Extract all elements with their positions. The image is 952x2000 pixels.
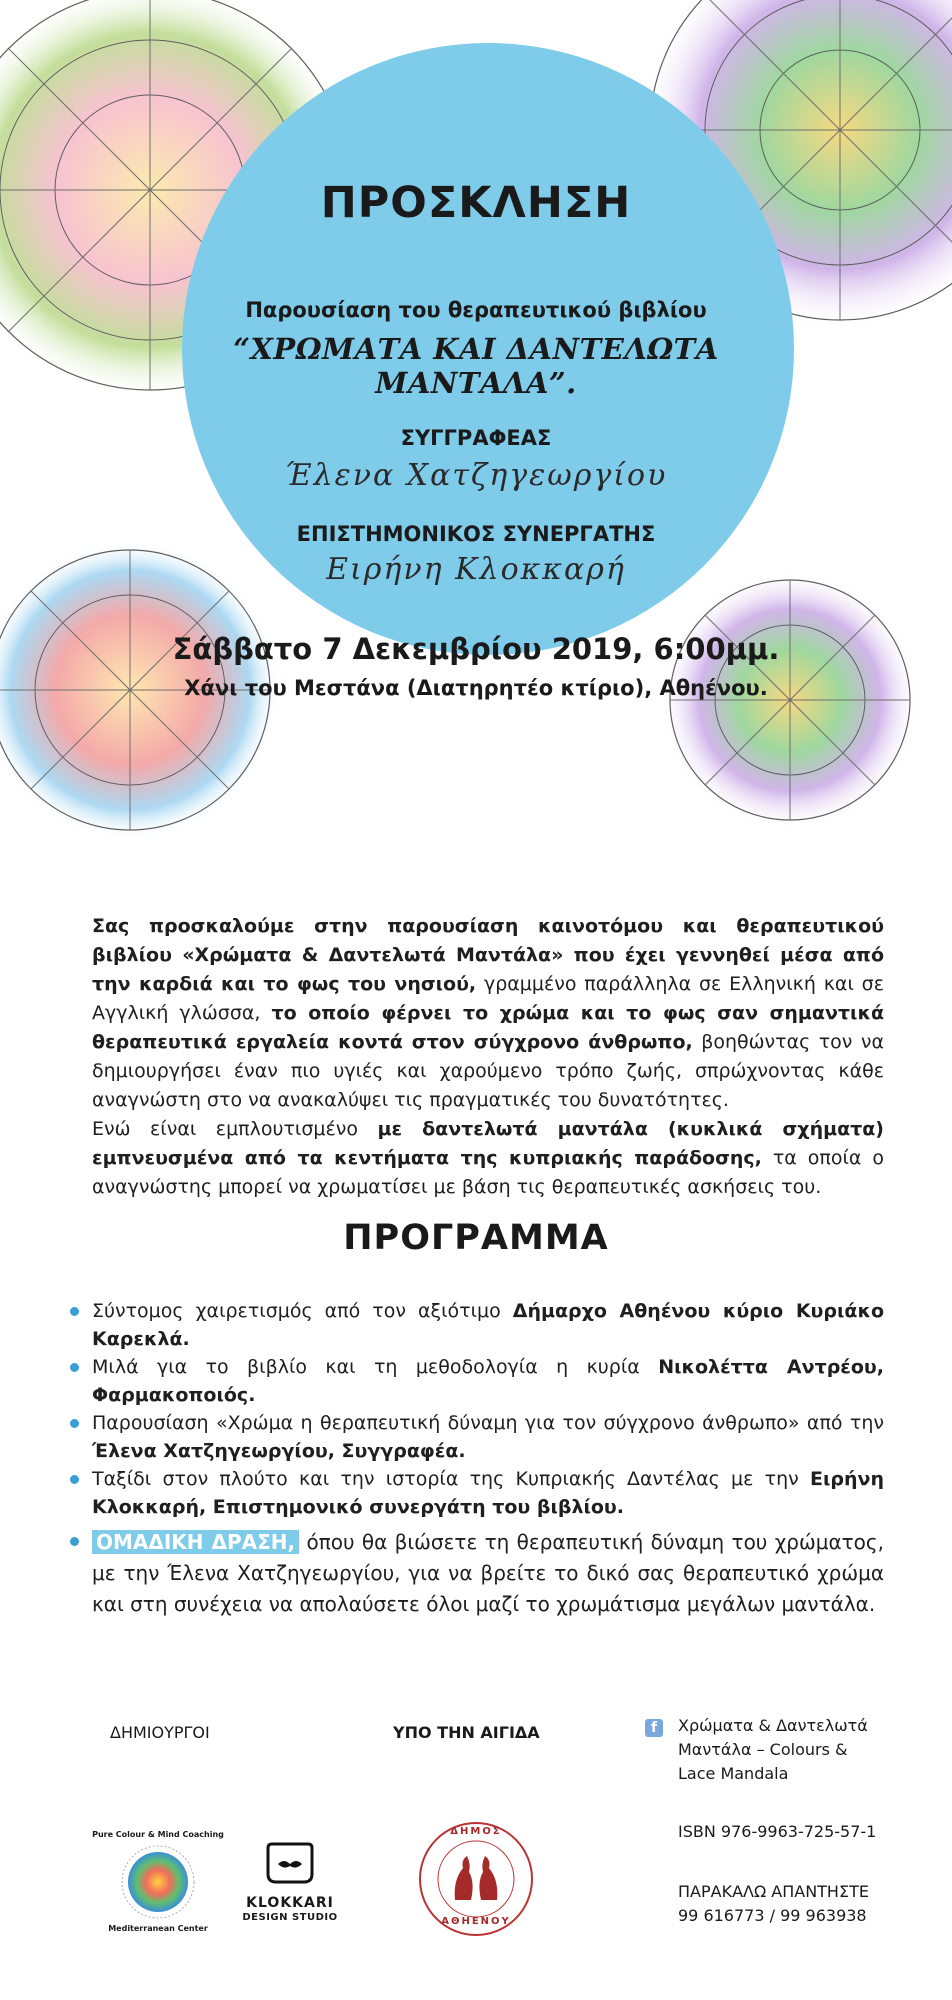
facebook-line-2: Μαντάλα – Colours & (678, 1740, 848, 1759)
isbn-number: ISBN 976-9963-725-57-1 (678, 1822, 877, 1841)
intro-bold-2: το οποίο φέρνει το χρώμα και το φως σαν σημαντικά θεραπευτικά εργαλεία κοντά στον σύγχρονο άνθρωπο, (92, 1002, 884, 1053)
bullet-icon (70, 1475, 79, 1484)
event-date: Σάββατο 7 Δεκεμβρίου 2019, 6:00μμ. (172, 632, 780, 666)
logo1-bottom-text: Mediterranean Center (108, 1924, 208, 1933)
program-item-text: Σύντομος χαιρετισμός από τον αξιότιμο (92, 1300, 513, 1322)
invitation-header (150, 0, 802, 900)
klokkari-subtitle: DESIGN STUDIO (242, 1912, 338, 1923)
facebook-page-link[interactable] (678, 1714, 918, 1786)
intro-text-4: τα οποία ο αναγνώστης μπορεί να χρωματίσει με βάση τις θεραπευτικές ασκήσεις του. (92, 1147, 884, 1198)
logo1-top-text: Pure Colour & Mind Coaching (92, 1830, 224, 1839)
collaborator-signature: Ειρήνη Κλοκκαρή (326, 552, 626, 587)
invitation-title: ΠΡΟΣΚΛΗΣΗ (320, 178, 632, 228)
collaborator-label: ΕΠΙΣΤΗΜΟΝΙΚΟΣ ΣΥΝΕΡΓΑΤΗΣ (296, 522, 656, 546)
program-item-text: Μιλά για το βιβλίο και τη μεθοδολογία η κυρία (92, 1356, 659, 1378)
rsvp-phones: 99 616773 / 99 963938 (678, 1906, 867, 1925)
pure-colour-logo (108, 1832, 208, 1932)
intro-bold-1: Σας προσκαλούμε στην παρουσίαση καινοτόμου και θεραπευτικού βιβλίου «Χρώματα & Δαντελωτά Μαντάλα» που έχει γεννηθεί μέσα από την καρδιά και το φως του νησιού, (92, 915, 884, 995)
intro-bold-3: με δαντελωτά μαντάλα (κυκλικά σχήματα) εμπνευσμένα από τα κεντήματα της κυπριακής παράδοσης, (92, 1118, 884, 1169)
klokkari-logo-icon (266, 1840, 314, 1886)
intro-text-3: Ενώ είναι εμπλουτισμένο (92, 1118, 378, 1140)
program-item-text: όπου θα βιώσετε τη θεραπευτική δύναμη του χρώματος, με την Έλενα Χατζηγεωργίου, για να βρείτε το δικό σας θεραπευτικό χρώμα και στη συνέχεια να απολαύσετε όλοι μαζί το χρωμάτισμα μεγάλων μαντάλα. (92, 1530, 884, 1616)
program-item-text: Ταξίδι στον πλούτο και την ιστορία της Κυπριακής Δαντέλας με την (92, 1468, 811, 1490)
program-item-bold: Δήμαρχο Αθηένου κύριο Κυριάκο Καρεκλά. (92, 1300, 884, 1350)
auspices-label: ΥΠΟ ΤΗΝ ΑΙΓΙΔΑ (393, 1723, 540, 1742)
program-list (70, 1297, 884, 1620)
program-item-bold: Νικολέττα Αντρέου, Φαρμακοποιός. (92, 1356, 884, 1406)
program-item (70, 1353, 884, 1409)
program-title: ΠΡΟΓΡΑΜΜΑ (343, 1218, 609, 1258)
bullet-icon (70, 1307, 79, 1316)
intro-paragraph-1 (92, 912, 884, 1115)
facebook-line-1: Χρώματα & Δαντελωτά (678, 1716, 868, 1735)
program-item-text: Παρουσίαση «Χρώμα η θεραπευτική δύναμη για τον σύγχρονο άνθρωπο» από την (92, 1412, 884, 1434)
bullet-icon (70, 1419, 79, 1428)
presentation-intro: Παρουσίαση του θεραπευτικού βιβλίου (245, 298, 707, 322)
program-item (70, 1465, 884, 1521)
rsvp-label: ΠΑΡΑΚΑΛΩ ΑΠΑΝΤΗΣΤΕ (678, 1882, 869, 1901)
intro-text-2: βοηθώντας τον να δημιουργήσει έναν πιο υγιές και χαρούμενο τρόπο ζωής, σπρώχνοντας κάθε αναγνώστη στο να ανακαλύψει τις πραγματικές του δυνατότητες. (92, 1031, 884, 1111)
event-venue: Χάνι του Μεστάνα (Διατηρητέο κτίριο), Αθηένου. (184, 676, 768, 700)
program-item (70, 1409, 884, 1465)
seal-top-text: ΔΗΜΟΣ (450, 1826, 502, 1837)
author-label: ΣΥΓΓΡΑΦΕΑΣ (400, 426, 552, 450)
bullet-icon (70, 1363, 79, 1372)
klokkari-name: KLOKKARI (246, 1895, 334, 1911)
intro-text (92, 912, 884, 1202)
program-item (70, 1527, 884, 1620)
facebook-icon[interactable]: f (645, 1719, 663, 1737)
seal-bottom-text: ΑΘΗΕΝΟΥ (441, 1916, 511, 1927)
bullet-icon (70, 1537, 79, 1546)
program-item (70, 1297, 884, 1353)
book-title: “ΧΡΩΜΑΤΑ ΚΑΙ ΔΑΝΤΕΛΩΤΑ ΜΑΝΤΑΛΑ”. (233, 332, 719, 400)
intro-text-1: γραμμένο παράλληλα σε Ελληνική και σε Αγγλική γλώσσα, (92, 973, 884, 1024)
program-item-bold: Ειρήνη Κλοκκαρή, Επιστημονικό συνεργάτη του βιβλίου. (92, 1468, 884, 1518)
program-item-bold: Έλενα Χατζηγεωργίου, Συγγραφέα. (92, 1440, 466, 1462)
program-item-highlight: ΟΜΑΔΙΚΗ ΔΡΑΣΗ, (92, 1530, 299, 1554)
facebook-line-3: Lace Mandala (678, 1764, 789, 1783)
author-signature: Έλενα Χατζηγεωργίου (284, 458, 668, 493)
creators-label: ΔΗΜΙΟΥΡΓΟΙ (110, 1723, 210, 1742)
intro-paragraph-2 (92, 1115, 884, 1202)
